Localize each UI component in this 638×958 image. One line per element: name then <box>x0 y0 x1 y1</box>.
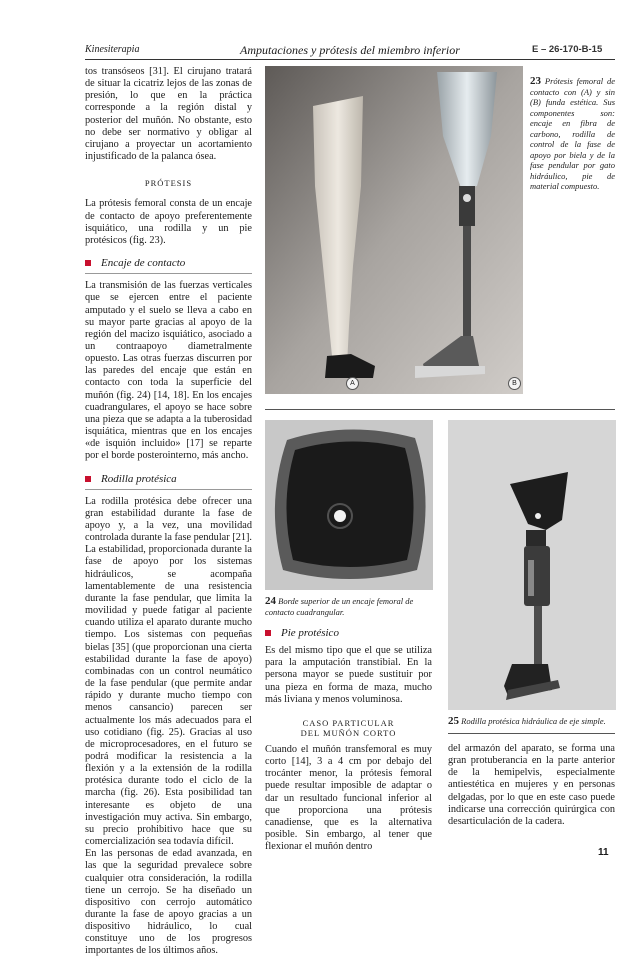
subheading-pie-text: Pie protésico <box>281 627 339 639</box>
subheading-rule <box>85 489 252 490</box>
running-head-title: Amputaciones y prótesis del miembro inferior <box>240 43 460 57</box>
figure-24-caption-text: Borde superior de un encaje femoral de contacto cuadrangular. <box>265 596 414 617</box>
section-title-caso-line-1: CASO PARTICULAR <box>302 717 395 728</box>
section-title-caso <box>265 718 432 738</box>
label-a-badge: A <box>346 377 359 390</box>
figure-23-number: 23 <box>530 75 541 87</box>
figure-23-caption <box>530 76 615 192</box>
encaje-paragraph: La transmisión de las fuerzas verticales que se ejercen entre el paciente amputado y el suelo se lleva a cabo en su mayor parte gracias al apoyo de la región del macizo isquiático, asociado a un contraapoyo diametralmente opuesto. Las otras fuerzas discurren por las paredes del encaje que están en contacto con toda la superficie del muñón (fig. 24) [14, 18]. En los encajes cuadrangulares, el apoyo se hace sobre una pieza que se adapta a la tuberosidad isquiática, mientras que en los encajes «de isquión incluido» [17] se reparte por el borde posterointerno, más ancho. <box>85 280 252 462</box>
pie-paragraph: Es del mismo tipo que el que se utiliza para la amputación transtibial. En la persona mayor se puede sustituir por una pieza en forma de maza, mucho más liviana y menos voluminosa. <box>265 645 432 705</box>
figure-25-caption-text: Rodilla protésica hidráulica de eje simple. <box>461 716 606 726</box>
rodilla-paragraph-2: En las personas de edad avanzada, en las que la seguridad prevalece sobre cualquier otra consideración, la rodilla tiene un cerrojo. Se ha diseñado un dispositivo con cerrojo automático durante la fase de apoyo gracias a un dispositivo hidráulico, lo cual constituye uno de los progresos importantes de los últimos años. <box>85 848 252 957</box>
label-b-badge: B <box>508 377 521 390</box>
subheading-rodilla <box>85 473 252 490</box>
running-head-left: Kinesiterapia <box>85 44 140 55</box>
figure-23-photo <box>265 66 523 394</box>
section-title-protesis: PRÓTESIS <box>144 178 193 189</box>
knee-prosthesis-photo-image <box>448 420 616 710</box>
figure-25-photo <box>448 420 616 710</box>
figure-23-caption-text: Prótesis femoral de contacto con (A) y sin (B) funda estética. Sus componentes son: encaje en fibra de carbono, rodilla de control de la fase de apoyo por biela y de la fase pendular por gato hidráulico, pie de material compuesto. <box>530 76 615 191</box>
rodilla-paragraph-1: La rodilla protésica debe ofrecer una gran estabilidad durante la fase de apoyo y, a la vez, una movilidad controlada durante la fase pendular [21]. La estabilidad, proporcionada durante la fase de apoyo por los sistemas hidráulicos, se acompaña lamentablemente de una resistencia durante la fase pendular, que limita la movilidad y puede fatigar al paciente cuando utiliza el aparato durante mucho tiempo. Los sistemas con pequeñas bielas [35] (que proporcionan una cierta estabilidad durante la fase de apoyo) combinadas con un control neumático de la fase pendular (que permite andar rápido y durante mucho tiempo con menos cansancio) parecen ser actualmente los más adecuados para el uso cotidiano (fig. 25). Gracias al uso de microprocesadores, en el futuro se podrá modificar la resistencia a la flexión y a la extensión de la rodilla protésica durante todo el ciclo de la marcha (fig. 26). Esta posibilidad tan interesante es objeto de una investigación muy activa. Sin embargo, su precio prohibitivo hace que su comercialización sea todavía difícil. <box>85 495 252 848</box>
prosthesis-photo-image <box>265 66 523 394</box>
subheading-encaje <box>85 257 252 274</box>
red-square-bullet-icon <box>265 630 271 636</box>
figure-25-caption <box>448 716 616 727</box>
subheading-pie <box>265 627 432 639</box>
page-number: 11 <box>598 847 609 858</box>
column-left <box>85 66 252 958</box>
red-square-bullet-icon <box>85 476 91 482</box>
continuation-paragraph: del armazón del aparato, se forma una gran protuberancia en la parte anterior de la hemipelvis, especialmente antiestética en mujeres y en personas delgadas, por lo que en este caso puede indicarse una corrección quirúrgica con desarticulación de la cadera. <box>448 743 615 827</box>
figure-24-number: 24 <box>265 595 276 607</box>
red-square-bullet-icon <box>85 260 91 266</box>
header-rule <box>85 59 615 60</box>
article-reference: E – 26-170-B-15 <box>532 44 603 55</box>
column-middle <box>265 627 432 853</box>
subheading-rule <box>85 273 252 274</box>
protesis-paragraph: La prótesis femoral consta de un encaje de contacto de apoyo preferentemente isquiático, una rodilla y un pie protésicos (fig. 23). <box>85 198 252 246</box>
subheading-encaje-text: Encaje de contacto <box>101 257 186 270</box>
figure-24-photo <box>265 420 433 590</box>
section-title-caso-line-2: DEL MUÑÓN CORTO <box>300 727 397 738</box>
column-right <box>448 743 615 828</box>
figure-25-number: 25 <box>448 715 459 727</box>
figure-23-rule <box>265 409 615 410</box>
subheading-rodilla-text: Rodilla protésica <box>101 472 177 485</box>
figure-24-caption <box>265 596 433 617</box>
figure-25-rule <box>448 733 615 734</box>
intro-paragraph: tos transóseos [31]. El cirujano tratará de situar la cicatriz lejos de las zonas de presión, lo que en la práctica corresponde a la región distal y posterior del muñón. No obstante, esto no debe ser normativo y obligar al cirujano a proyectar un acortamiento injustificado de la palanca ósea. <box>85 66 252 163</box>
caso-paragraph: Cuando el muñón transfemoral es muy corto [14], 3 a 4 cm por debajo del trocánter menor, la prótesis femoral puede resultar imposible de adaptar o dar un resultado funcional inferior al que proporciona una prótesis canadiense, que es la alternativa posible. Sin embargo, al tener que flexionar el muñón dentro <box>265 743 432 853</box>
socket-top-photo-image <box>265 420 433 590</box>
